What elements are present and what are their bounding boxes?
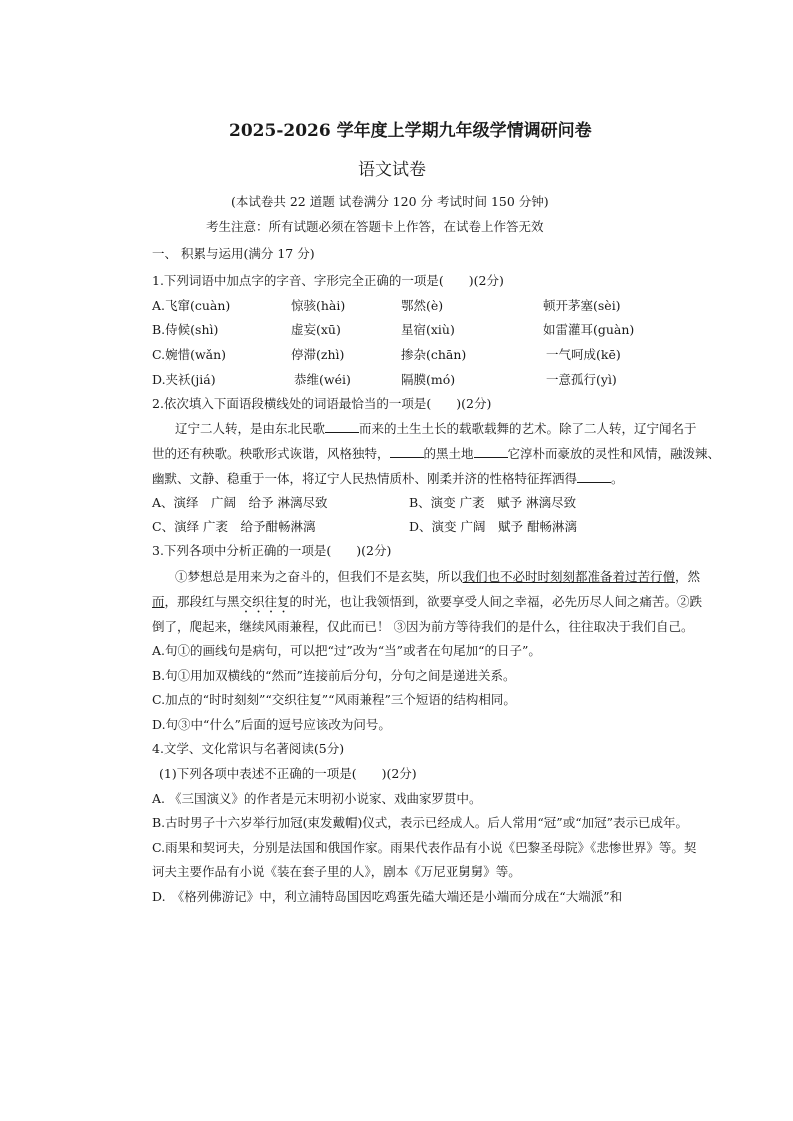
exam-notice: 考生注意：所有试题必须在答题卡上作答，在试卷上作答无效 [206, 219, 544, 234]
q1-c-3: 掺杂(chān) [401, 347, 467, 362]
q4-option-c-line1: C.雨果和契诃夫，分别是法国和俄国作家。雨果代表作品有小说《巴黎圣母院》《悲惨世界》等。契 [152, 840, 697, 855]
q3-option-b: B.句①用加双横线的“然而”连接前后分句，分句之间是递进关系。 [152, 668, 516, 683]
q1-stem: 1.下列词语中加点字的字音、字形完全正确的一项是( )(2分) [152, 273, 504, 288]
q1-a-1: A.飞窜(cuàn) [152, 298, 231, 313]
q1-d-1: D.夹袄(jiá) [152, 372, 216, 387]
q4-option-d: D. 《格列佛游记》中，利立浦特岛国因吃鸡蛋先磕大端还是小端而分成在“大端派”和 [152, 889, 623, 904]
q2-text: 辽宁二人转，是由东北民歌 [175, 421, 326, 436]
q4-stem: 4.文学、文化常识与名著阅读(5分) [152, 741, 345, 756]
q2-paragraph-line2 [152, 446, 720, 462]
q3-text: ，那段红与黑 [164, 594, 240, 609]
q1-a-4: 顿开茅塞(sèi) [543, 298, 621, 313]
q1-d-2: 恭维(wéi) [294, 372, 351, 387]
fill-blank [577, 471, 611, 483]
exam-info: (本试卷共 22 道题 试卷满分 120 分 考试时间 150 分钟) [231, 194, 549, 209]
fill-blank [325, 421, 359, 433]
q3-text: ①梦想总是用来为之奋斗的，但我们不是玄奘，所以 [175, 569, 463, 584]
q1-c-2: 停滞(zhì) [291, 347, 345, 362]
q1-c-4: 一气呵成(kē) [546, 347, 621, 362]
q2-option-b: B、演变 广袤 赋予 淋漓尽致 [409, 495, 577, 510]
underlined-sentence: 我们也不必时时刻刻都准备着过苦行僧 [462, 569, 676, 584]
fill-blank [390, 446, 424, 458]
q1-b-1: B.侍候(shì) [152, 322, 219, 337]
q3-stem: 3.下列各项中分析正确的一项是( )(2分) [152, 543, 392, 558]
q3-option-c: C.加点的“时时刻刻”“交织往复”“风雨兼程”三个短语的结构相同。 [152, 692, 516, 707]
q2-option-d: D、演变 广阔 赋予 酣畅淋漓 [409, 519, 577, 534]
q4-option-b: B.古时男子十六岁举行加冠(束发戴帽)仪式，表示已经成人。后人常用“冠”或“加冠”表示已成年。 [152, 815, 688, 830]
exam-subtitle: 语文试卷 [358, 160, 426, 180]
q2-option-c: C、演绎 广袤 给予酣畅淋漓 [152, 519, 316, 534]
q1-b-3: 星宿(xiù) [401, 322, 455, 337]
exam-title: 2025-2026 学年度上学期九年级学情调研问卷 [229, 121, 592, 141]
q2-option-a: A、演绎 广阔 给予 淋漓尽致 [152, 495, 328, 510]
fill-blank [474, 446, 508, 458]
q2-text: 世的还有秧歌。秧歌形式诙谐，风格独特， [152, 446, 390, 461]
q3-paragraph-line3: 倒了，爬起来，继续风雨兼程，仅此而已！ ③因为前方等待我们的是什么，往往取决于我们自己。 [152, 619, 694, 634]
q3-paragraph-line2 [152, 594, 702, 616]
q4-sub1-stem: (1)下列各项中表述不正确的一项是( )(2分) [159, 766, 417, 781]
q2-stem: 2.依次填入下面语段横线处的词语最恰当的一项是( )(2分) [152, 396, 492, 411]
q1-d-3: 隔膜(mó) [401, 372, 456, 387]
q2-text: 的黑土地 [423, 446, 474, 461]
q1-c-1: C.婉惜(wǎn) [152, 347, 227, 362]
q3-option-a: A.句①的画线句是病句，可以把“过”改为“当”或者在句尾加“的日子”。 [152, 643, 541, 658]
q1-b-2: 虚妄(xū) [291, 322, 341, 337]
q3-paragraph-line1 [175, 569, 700, 585]
q2-text: 它淳朴而豪放的灵性和风情，融泼辣、 [507, 446, 721, 461]
q3-text: ，然 [675, 569, 701, 584]
q4-option-a: A. 《三国演义》的作者是元末明初小说家、戏曲家罗贯中。 [152, 791, 482, 806]
q2-text: 幽默、文静、稳重于一体，将辽宁人民热情质朴、刚柔并济的性格特征挥洒得 [152, 471, 578, 486]
q2-text: 。 [611, 471, 624, 486]
q4-option-c-line2: 诃夫主要作品有小说《装在套子里的人》，剧本《万尼亚舅舅》等。 [152, 864, 521, 879]
q1-d-4: 一意孤行(yì) [546, 372, 617, 387]
section-heading: 一、 积累与运用(满分 17 分) [152, 246, 315, 261]
double-underlined-word: 而 [152, 594, 165, 609]
q2-paragraph-line3 [152, 471, 624, 487]
q3-text: 的时光，也让我领悟到，欲要享受人间之幸福，必先历尽人间之痛苦。②跌 [289, 594, 703, 609]
q1-a-2: 惊骇(hài) [291, 298, 346, 313]
dotted-phrase: 交织往复 [239, 594, 290, 609]
q2-text: 而来的土生土长的载歌载舞的艺术。除了二人转，辽宁闻名于 [359, 421, 697, 436]
q2-paragraph-line1 [175, 421, 697, 437]
q1-a-3: 鄂然(è) [401, 298, 444, 313]
q1-b-4: 如雷灌耳(guàn) [543, 322, 635, 337]
q3-option-d: D.句③中“什么”后面的逗号应该改为问号。 [152, 717, 391, 732]
